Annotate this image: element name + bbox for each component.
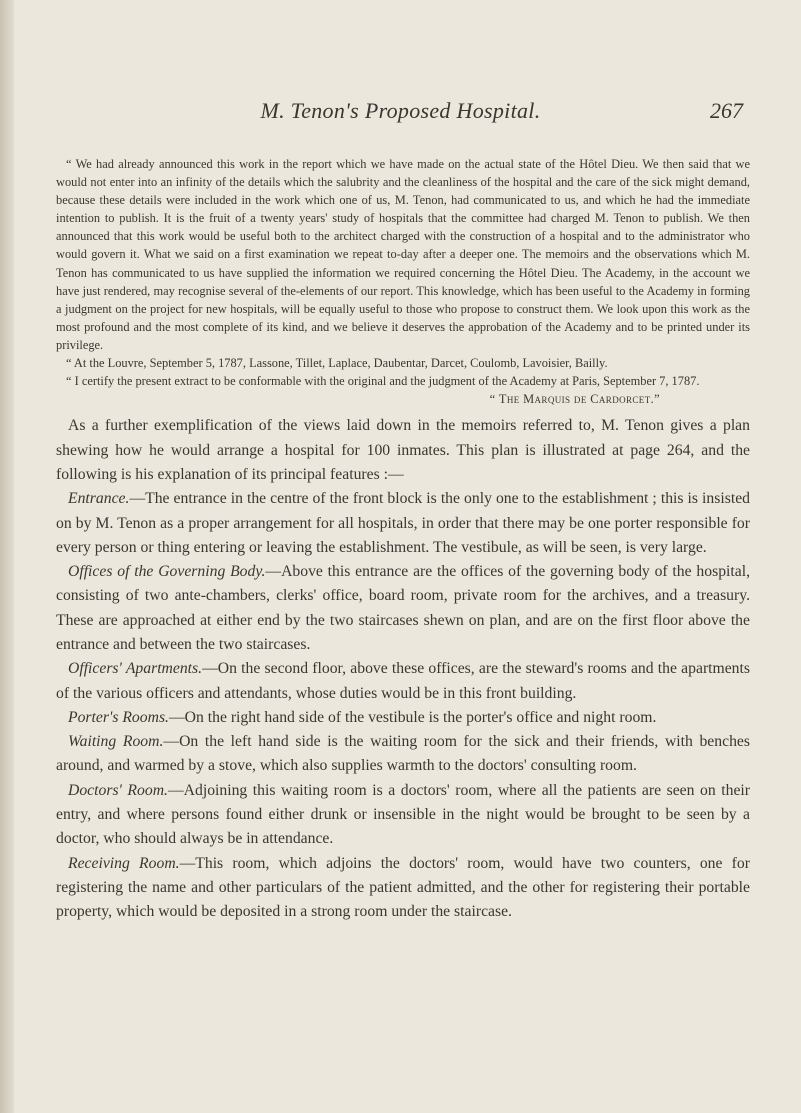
academy-report-quote (56, 155, 750, 408)
section-doctors-room (56, 779, 750, 852)
section-waiting-room (56, 730, 750, 779)
page-content (56, 155, 750, 925)
section-receiving-room (56, 852, 750, 925)
section-text: —On the second floor, above these offices, are the steward's rooms and the apartments of the various officers and attendants, whose duties would be in this front building. (56, 660, 750, 702)
section-officers-apartments (56, 657, 750, 706)
section-text: —Above this entrance are the offices of the governing body of the hospital, consisting of two ante-chambers, clerks' office, board room, private room for the archives, and a treasury. These are approached at either end by the two staircases shewn on plan, and are on the first floor above the entrance and between the two staircases. (56, 563, 750, 653)
body-text (56, 414, 750, 924)
quote-paragraph: “ At the Louvre, September 5, 1787, Lassone, Tillet, Laplace, Daubentar, Darcet, Coulomb, Lavoisier, Bailly. (66, 356, 608, 371)
section-heading: Waiting Room. (68, 733, 164, 751)
section-heading: Officers' Apartments. (68, 660, 203, 678)
quote-paragraph: “ I certify the present extract to be conformable with the original and the judgment of the Academy at Paris, September 7, 1787. (66, 374, 700, 389)
section-text: —This room, which adjoins the doctors' room, would have two counters, one for registering the name and other particulars of the patient admitted, and the other for registering their portable property, which would be deposited in a strong room under the staircase. (56, 854, 750, 921)
section-heading: Porter's Rooms. (68, 708, 169, 726)
page-header (0, 98, 801, 128)
page-number: 267 (710, 98, 743, 123)
section-heading: Offices of the Governing Body. (68, 563, 266, 581)
quote-signature: “ The Marquis de Cardorcet.” (489, 392, 660, 407)
intro-paragraph: As a further exemplification of the views laid down in the memoirs referred to, M. Tenon gives a plan shewing how he would arrange a hospital for 100 inmates. This plan is illustrated at page 264, and the following is his explanation of its principal features :— (56, 417, 750, 483)
section-heading: Entrance. (68, 490, 130, 508)
section-porters-rooms (56, 706, 750, 730)
page-binding-edge (0, 0, 14, 1113)
section-text: —On the right hand side of the vestibule is the porter's office and night room. (168, 708, 657, 726)
section-entrance (56, 487, 750, 560)
section-offices (56, 560, 750, 657)
running-title: M. Tenon's Proposed Hospital. (260, 98, 541, 123)
section-heading: Receiving Room. (68, 854, 180, 872)
section-text: —The entrance in the centre of the front block is the only one to the establishment ; this is insisted on by M. Tenon as a proper arrangement for all hospitals, in order that there may be one porter responsible for every person or thing entering or leaving the establishment. The vestibule, as will be seen, is very large. (56, 490, 750, 556)
section-text: —Adjoining this waiting room is a doctors' room, where all the patients are seen on their entry, and where persons found either drunk or insensible in the night would be brought to be seen by a doctor, who should always be in attendance. (56, 781, 750, 848)
section-text: —On the left hand side is the waiting room for the sick and their friends, with benches around, and warmed by a stove, which also supplies warmth to the doctors' consulting room. (56, 733, 750, 775)
quote-paragraph: “ We had already announced this work in the report which we have made on the actual state of the Hôtel Dieu. We then said that we would not enter into an infinity of the details which the salubrity and the cleanliness of the hospital and the care of the sick might demand, because these details were included in the work which one of us, M. Tenon, had communicated to us, and which he had the immediate intention to publish. It is the fruit of a twenty years' study of hospitals that the committee had charged M. Tenon to publish. We then announced that this work would be useful both to the architect charged with the construction of a hospital and to the administrator who would govern it. What we said on a first examination we repeat to-day after a deeper one. The memoirs and the observations which M. Tenon has communicated to us have supplied the information we required concerning the Hôtel Dieu. The Academy, in the account we have just rendered, may recognise several of the-elements of our report. This knowledge, which has been useful to the Academy in forming a judgment on the project for new hospitals, will be equally useful to those who propose to construct them. We look upon this work as the most profound and the most complete of its kind, and we believe it deserves the approbation of the Academy and to be printed under its privilege. (56, 157, 750, 352)
section-heading: Doctors' Room. (68, 781, 168, 799)
